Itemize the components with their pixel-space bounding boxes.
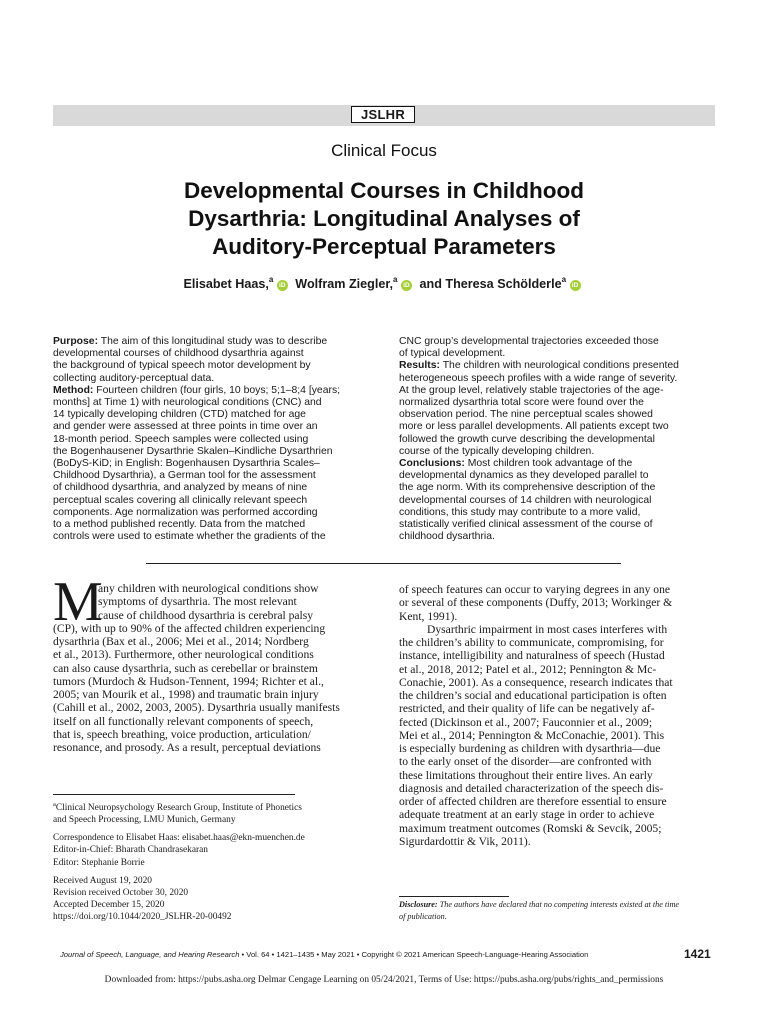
abstract-line: conditions, this study may contribute to a more valid,	[399, 506, 641, 518]
body-text-line: diagnosis and detailed characterization of the speech dis-	[399, 781, 664, 795]
orcid-icon[interactable]: iD	[277, 280, 288, 291]
author-list	[0, 275, 768, 291]
abstract-line: the Bogenhausener Dysarthrie Skalen–Kindliche Dysarthrien	[53, 445, 333, 457]
revision-date: Revision received October 30, 2020	[53, 887, 189, 898]
body-text-line: (Cahill et al., 2002, 2003, 2005). Dysarthria usually manifests	[53, 701, 340, 715]
abstract-line: Purpose: The aim of this longitudinal study was to describe	[53, 336, 328, 347]
abstract-left-column	[53, 336, 373, 543]
abstract-line: childhood dysarthria.	[399, 531, 495, 543]
disclosure-rule	[399, 896, 509, 897]
abstract-line: 18-month period. Speech samples were collected using	[53, 433, 309, 445]
body-text-line: et al., 2013). Furthermore, other neurological conditions	[53, 648, 314, 662]
abstract-line: developmental courses of childhood dysarthria against	[53, 348, 304, 360]
body-text-line: is especially burdening as children with dysarthria—due	[399, 742, 661, 755]
body-text-line: any children with neurological conditions show	[98, 582, 319, 595]
body-text-line: instance, intelligibility and naturalness of speech (Hustad	[399, 649, 665, 663]
disclosure-text: of publication.	[399, 911, 447, 921]
affiliation-marker: a	[268, 275, 274, 284]
body-text-line: resonance, and prosody. As a result, perceptual deviations	[53, 741, 321, 754]
body-text-line: that is, speech breathing, voice production, articulation/	[53, 727, 311, 741]
abstract-line: developmental dynamics as they developed parallel to	[399, 470, 649, 482]
body-text-line: maximum treatment outcomes (Romski & Sevcik, 2005;	[399, 821, 662, 835]
journal-badge: JSLHR	[351, 106, 415, 123]
orcid-icon[interactable]: iD	[570, 280, 581, 291]
abstract-line: months] at Time 1) with neurological conditions (CNC) and	[53, 397, 322, 409]
abstract-line: observation period. The nine perceptual scales showed	[399, 409, 653, 421]
editor-in-chief: Editor-in-Chief: Bharath Chandrasekaran	[53, 845, 208, 856]
affiliation-marker: a	[53, 801, 56, 808]
abstract-line: Conclusions: Most children took advantage of the	[399, 458, 633, 470]
affiliation-marker: a	[561, 275, 567, 284]
abstract-heading: Method:	[53, 384, 94, 396]
body-text-line: symptoms of dysarthria. The most relevant	[98, 595, 297, 609]
body-text-line: Kent, 1991).	[399, 609, 458, 623]
disclosure	[399, 899, 719, 922]
abstract-right-column	[399, 336, 719, 543]
correspondence: Correspondence to Elisabet Haas: elisabet.haas@ekn-muenchen.de	[53, 833, 305, 844]
body-text-line: the children’s ability to communicate, compromising, for	[399, 636, 664, 649]
body-text-line: dysarthria (Bax et al., 2006; Mei et al., 2014; Nordberg	[53, 635, 309, 648]
editor: Editor: Stephanie Borrie	[53, 857, 145, 868]
abstract-heading: Results:	[399, 360, 440, 372]
abstract-line: of typical development.	[399, 348, 506, 360]
body-text-line: fected (Dickinson et al., 2007; Fauconnier et al., 2009;	[399, 715, 653, 729]
body-text-line: adequate treatment at an early stage in order to achieve	[399, 808, 655, 822]
abstract-line: followed the growth curve describing the developmental	[399, 433, 655, 445]
page-number: 1421	[684, 947, 711, 961]
section-label: Clinical Focus	[331, 141, 437, 160]
body-text-line: Sigurdardottir & Vik, 2011).	[399, 834, 531, 848]
footnote-rule	[53, 794, 295, 795]
body-text-line: cause of childhood dysarthria is cerebral palsy	[98, 608, 314, 622]
body-text-line: the children’s social and educational participation is often	[399, 689, 667, 702]
abstract-line: collecting auditory-perceptual data.	[53, 372, 215, 384]
body-right-column	[399, 583, 715, 848]
body-text-line: to the early onset of the disorder—are confronted with	[399, 755, 652, 769]
download-notice: Downloaded from: https://pubs.asha.org Delmar Cengage Learning on 05/24/2021, Terms of Use: https://pubs.asha.org/pubs/rights_and_permissions	[104, 975, 664, 985]
abstract-divider	[146, 563, 621, 564]
abstract-heading: Conclusions:	[399, 458, 465, 470]
article-title	[84, 177, 684, 261]
journal-name: Journal of Speech, Language, and Hearing Research	[60, 950, 240, 959]
author-name: Wolfram Ziegler,	[295, 277, 394, 291]
body-text-line: tumors (Murdoch & Hudson-Tennent, 1994; Richter et al.,	[53, 674, 324, 688]
body-text-line: Conachie, 2001). As a consequence, research indicates that	[399, 675, 673, 689]
abstract-line: At the group level, relatively stable trajectories of the age-	[399, 384, 664, 396]
body-text-line: Dysarthric impairment in most cases interferes with	[427, 622, 668, 636]
body-text-line: can also cause dysarthria, such as cerebellar or brainstem	[53, 661, 318, 675]
abstract-heading: Purpose:	[53, 336, 99, 347]
title-line: Auditory-Perceptual Parameters	[212, 234, 556, 259]
abstract-line: 14 typically developing children (CTD) matched for age	[53, 409, 306, 421]
abstract-line: to a method published recently. Data from the matched	[53, 519, 306, 531]
title-line: Dysarthria: Longitudinal Analyses of	[188, 206, 580, 231]
affiliation-line: $^a$Clinical Neuropsychology Research Group, Institute of Phonetics	[53, 801, 302, 814]
received-date: Received August 19, 2020	[53, 875, 152, 886]
body-text-line: of speech features can occur to varying degrees in any one	[399, 583, 671, 596]
body-text-line: order of affected children are therefore essential to ensure	[399, 795, 667, 808]
accepted-date: Accepted December 15, 2020	[53, 899, 165, 910]
footnotes	[53, 799, 373, 923]
abstract-line: (BoDyS-KiD; in English: Bogenhausen Dysarthria Scales–	[53, 458, 320, 470]
body-text-line: or several of these components (Duffy, 2013; Workinger &	[399, 596, 673, 610]
abstract-line: Results: The children with neurological conditions presented	[399, 360, 679, 372]
body-text-line: these limitations throughout their entire lives. An early	[399, 768, 653, 782]
abstract-line: heterogeneous speech profiles with a wide range of severity.	[399, 372, 678, 384]
abstract-line: the age norm. With its comprehensive description of the	[399, 482, 656, 494]
body-text-line: itself on all functionally relevant components of speech,	[53, 714, 314, 728]
orcid-icon[interactable]: iD	[401, 280, 412, 291]
abstract-line: developmental courses of 14 children with neurological	[399, 494, 652, 506]
body-text-line: (CP), with up to 90% of the affected children experiencing	[53, 621, 326, 635]
disclosure-text: The authors have declared that no competing interests existed at the time	[437, 900, 680, 909]
body-text-line: et al., 2018, 2012; Patel et al., 2012; Pennington & Mc-	[399, 662, 657, 676]
abstract-line: Childhood Dysarthria), a German tool for the assessment	[53, 470, 316, 482]
affiliation-line: and Speech Processing, LMU Munich, Germany	[53, 815, 236, 826]
abstract-line: Method: Fourteen children (four girls, 10 boys; 5;1–8;4 [years;	[53, 384, 341, 396]
abstract-line: perceptual scales covering all clinically relevant speech	[53, 494, 308, 506]
body-text-line: Mei et al., 2014; Pennington & McConachie, 2001). This	[399, 728, 665, 742]
title-line: Developmental Courses in Childhood	[183, 178, 585, 203]
doi-link[interactable]: https://doi.org/10.1044/2020_JSLHR-20-00492	[53, 911, 232, 922]
drop-cap: M	[53, 571, 103, 633]
abstract-line: course of the typically developing children.	[399, 445, 595, 457]
abstract-line: components. Age normalization was performed according	[53, 506, 318, 518]
abstract-line: controls were used to estimate whether the gradients of the	[53, 531, 326, 543]
author-name: and Theresa Schölderle	[419, 277, 562, 291]
body-left-column	[53, 582, 369, 754]
author-name: Elisabet Haas,	[183, 277, 269, 291]
abstract-line: statistically verified clinical assessment of the course of	[399, 519, 653, 531]
abstract-line: of childhood dysarthria, and analyzed by means of nine	[53, 482, 308, 494]
affiliation-marker: a	[393, 275, 398, 284]
abstract-line: more or less parallel developments. All patients except two	[399, 421, 669, 433]
abstract-line: and gender were assessed at three points in time over an	[53, 421, 318, 433]
issue-details: • Vol. 64 • 1421–1435 • May 2021 • Copyright © 2021 American Speech-Language-Hearing Association	[239, 950, 589, 959]
abstract-line: the background of typical speech motor development by	[53, 360, 311, 372]
disclosure-label: Disclosure:	[399, 900, 438, 909]
page-footer	[60, 950, 715, 959]
abstract-line: normalized dysarthria total score were found over the	[399, 397, 644, 409]
body-text-line: restricted, and their quality of life can be negatively af-	[399, 702, 655, 716]
abstract-line: CNC group’s developmental trajectories exceeded those	[399, 336, 659, 347]
body-text-line: 2005; van Mourik et al., 1998) and traumatic brain injury	[53, 688, 319, 701]
